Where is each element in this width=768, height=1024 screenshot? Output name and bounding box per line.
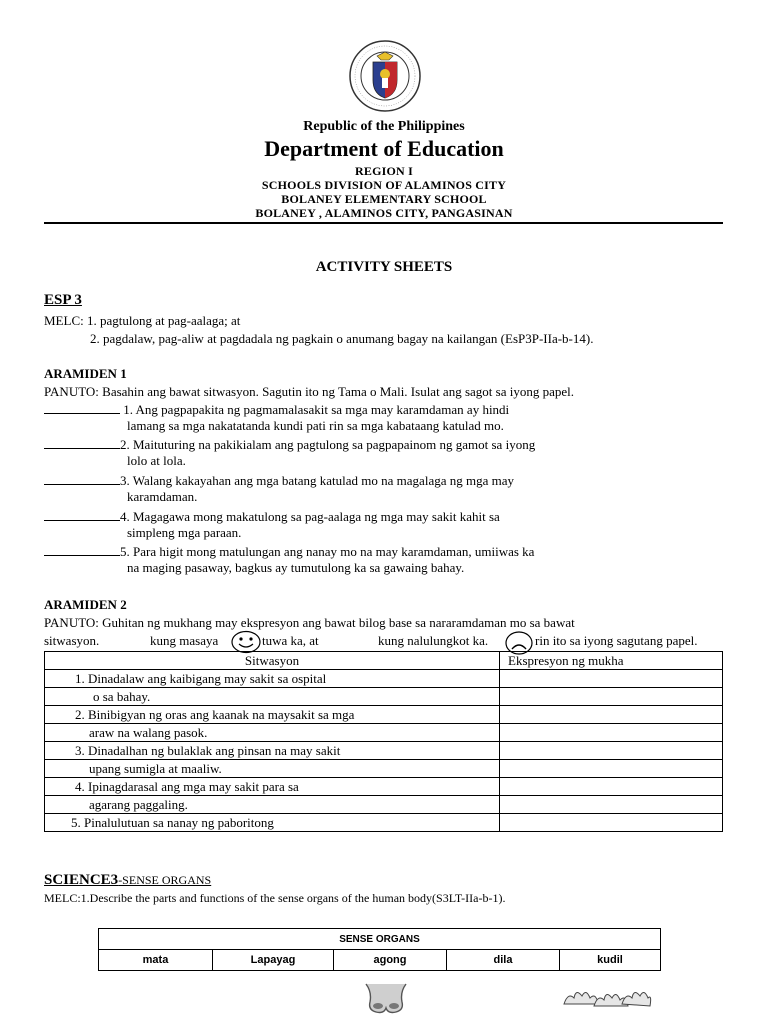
deped-seal [349, 38, 421, 116]
sense-organs-table [98, 928, 661, 971]
situation-cell: 3. Dinadalhan ng bulaklak ang pinsan na may sakit [45, 742, 500, 760]
expression-cell[interactable] [500, 760, 723, 778]
expression-cell[interactable] [500, 670, 723, 688]
situation-table [44, 651, 723, 832]
situation-cell: 4. Ipinagdarasal ang mga may sakit para sa [45, 778, 500, 796]
header-rule [44, 222, 723, 224]
answer-blank[interactable] [44, 402, 120, 414]
table-row [45, 760, 723, 778]
page-title: ACTIVITY SHEETS [315, 259, 453, 275]
expression-cell[interactable] [500, 724, 723, 742]
table-row [45, 706, 723, 724]
aramiden2-title: ARAMIDEN 2 [44, 597, 127, 612]
aramiden1-item [44, 544, 724, 576]
esp-melc-line2: 2. pagdalaw, pag-aliw at pagdadala ng pagkain o anumang bagay na kailangan (EsP3P-IIa-b-14). [90, 331, 594, 346]
organ-cell-mata: mata [99, 950, 213, 971]
esp-melc-line1: MELC: 1. pagtulong at pag-aalaga; at [44, 313, 241, 328]
esp-subject: ESP 3 [44, 292, 82, 308]
table-row [45, 742, 723, 760]
aramiden1-title: ARAMIDEN 1 [44, 366, 127, 381]
table-row [45, 778, 723, 796]
table-header-row [45, 652, 723, 670]
nose-illustration-icon [358, 978, 414, 1018]
aramiden1-item [44, 473, 724, 505]
organ-cell-kudil: kudil [560, 950, 661, 971]
situation-cell: araw na walang pasok. [45, 724, 500, 742]
item-text-cont: lamang sa mga nakatatanda kundi pati rin sa mga kabataang katulad mo. [127, 418, 504, 433]
col-header-expression: Ekspresyon ng mukha [500, 652, 723, 670]
aramiden1-item [44, 402, 724, 434]
item-text: 4. Magagawa mong makatulong sa pag-aalaga ng mga may sakit kahit sa [120, 509, 500, 524]
science-subject [44, 871, 211, 889]
organ-cell-lapayag: Lapayag [213, 950, 334, 971]
republic-heading: Republic of the Philippines [303, 119, 465, 134]
table-row [45, 724, 723, 742]
sense-organs-title-row [99, 929, 661, 950]
answer-blank[interactable] [44, 473, 120, 485]
organ-cell-dila: dila [447, 950, 560, 971]
item-text: 1. Ang pagpapakita ng pagmamalasakit sa mga may karamdaman ay hindi [123, 402, 510, 417]
aramiden2-panuto-masaya: kung masaya [150, 633, 219, 648]
table-row [45, 814, 723, 832]
address-line: BOLANEY , ALAMINOS CITY, PANGASINAN [255, 206, 513, 220]
aramiden2-panuto-sitwasyon: sitwasyon. [44, 633, 100, 648]
expression-cell[interactable] [500, 706, 723, 724]
science-subject-rest: -SENSE ORGANS [118, 873, 212, 887]
col-header-situation: Sitwasyon [45, 652, 500, 670]
situation-cell: 1. Dinadalaw ang kaibigang may sakit sa ospital [45, 670, 500, 688]
organ-cell-agong: agong [334, 950, 447, 971]
expression-cell[interactable] [500, 796, 723, 814]
item-text: 3. Walang kakayahan ang mga batang katulad mo na magalaga ng mga may [120, 473, 514, 488]
sense-organs-row [99, 950, 661, 971]
region-line: REGION I [355, 164, 413, 178]
item-text: 5. Para higit mong matulungan ang nanay mo na may karamdaman, umiiwas ka [120, 544, 535, 559]
item-text-cont: karamdaman. [127, 489, 198, 504]
school-line: BOLANEY ELEMENTARY SCHOOL [281, 192, 487, 206]
aramiden2-panuto-line1: PANUTO: Guhitan ng mukhang may ekspresyon ang bawat bilog base sa nararamdaman mo sa bawat [44, 615, 575, 630]
aramiden2-panuto-lungkot: kung nalulungkot ka. [378, 633, 489, 648]
situation-cell: agarang paggaling. [45, 796, 500, 814]
table-row [45, 796, 723, 814]
science-melc: MELC:1.Describe the parts and functions of the sense organs of the human body(S3LT-IIa-b-1). [44, 891, 506, 905]
table-row [45, 688, 723, 706]
situation-cell: 5. Pinalulutuan sa nanay ng paboritong [45, 814, 500, 832]
sense-organs-title: SENSE ORGANS [99, 929, 661, 950]
answer-blank[interactable] [44, 509, 120, 521]
situation-cell: o sa bahay. [45, 688, 500, 706]
item-text-cont: simpleng mga paraan. [127, 525, 242, 540]
expression-cell[interactable] [500, 778, 723, 796]
aramiden2-panuto-end: rin ito sa iyong sagutang papel. [535, 633, 698, 648]
expression-cell[interactable] [500, 814, 723, 832]
aramiden2-panuto-tuwa: tuwa ka, at [262, 633, 319, 648]
science-subject-bold: SCIENCE3 [44, 872, 119, 888]
situation-cell: 2. Binibigyan ng oras ang kaanak na maysakit sa mga [45, 706, 500, 724]
situation-cell: upang sumigla at maaliw. [45, 760, 500, 778]
item-text-cont: na maging pasaway, bagkus ay tumutulong ka sa gawaing bahay. [127, 560, 465, 575]
table-row [45, 670, 723, 688]
expression-cell[interactable] [500, 742, 723, 760]
division-line: SCHOOLS DIVISION OF ALAMINOS CITY [261, 178, 507, 192]
aramiden1-panuto: PANUTO: Basahin ang bawat sitwasyon. Sagutin ito ng Tama o Mali. Isulat ang sagot sa iyong papel. [44, 384, 574, 399]
hands-illustration-icon [560, 984, 654, 1012]
aramiden1-item [44, 509, 724, 541]
answer-blank[interactable] [44, 437, 120, 449]
department-heading: Department of Education [264, 136, 504, 161]
item-text-cont: lolo at lola. [127, 453, 186, 468]
aramiden1-item [44, 437, 724, 469]
expression-cell[interactable] [500, 688, 723, 706]
item-text: 2. Maituturing na pakikialam ang pagtulong sa pagpapainom ng gamot sa iyong [120, 437, 536, 452]
answer-blank[interactable] [44, 544, 120, 556]
